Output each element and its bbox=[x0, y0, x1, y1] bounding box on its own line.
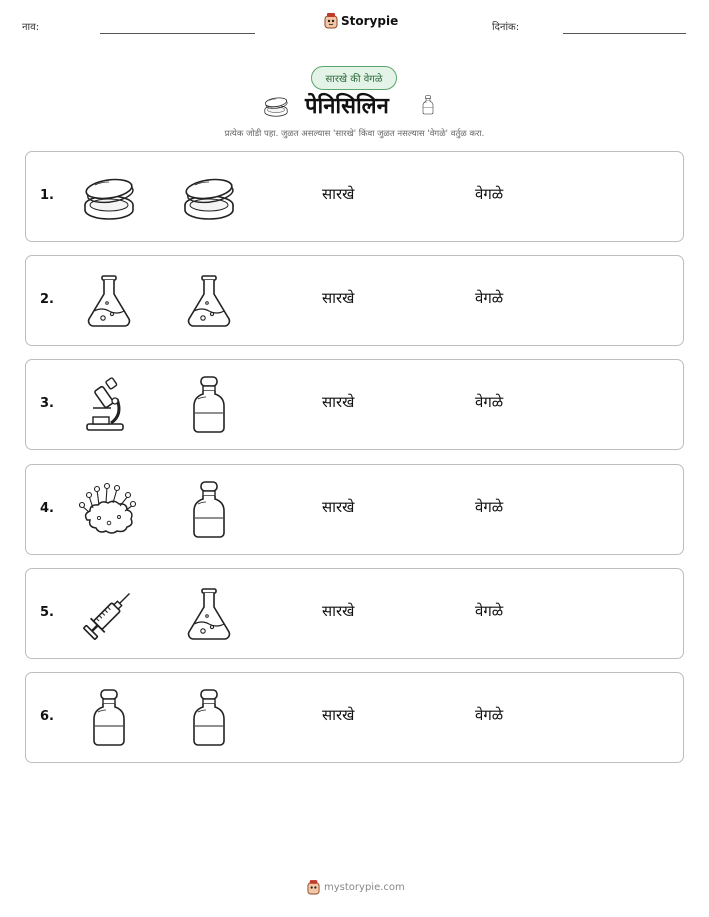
question-number: 2. bbox=[40, 292, 54, 307]
page-title: पेनिसिलिन bbox=[305, 94, 389, 119]
different-option[interactable]: वेगळे bbox=[475, 498, 504, 516]
bottle-icon bbox=[79, 688, 139, 748]
mold-icon bbox=[79, 480, 139, 540]
same-option[interactable]: सारखे bbox=[322, 393, 355, 411]
question-row bbox=[25, 359, 684, 450]
bottle-icon bbox=[420, 90, 446, 120]
microscope-icon bbox=[79, 375, 139, 435]
same-option[interactable]: सारखे bbox=[322, 602, 355, 620]
instructions: प्रत्येक जोडी पहा. जुळत असल्यास 'सारखे' किंवा जुळत नसल्यास 'वेगळे' वर्तुळ करा. bbox=[224, 129, 485, 139]
same-option[interactable]: सारखे bbox=[322, 185, 355, 203]
bottle-icon bbox=[179, 375, 239, 435]
question-number: 5. bbox=[40, 605, 54, 620]
flask-icon bbox=[179, 271, 239, 331]
question-row bbox=[25, 568, 684, 659]
petri-dish-icon bbox=[79, 167, 139, 227]
question-number: 4. bbox=[40, 501, 54, 516]
footer-url: mystorypie.com bbox=[324, 882, 405, 893]
petri-dish-icon bbox=[262, 92, 290, 120]
name-label: नाव: bbox=[22, 22, 40, 33]
question-row bbox=[25, 464, 684, 555]
same-option[interactable]: सारखे bbox=[322, 498, 355, 516]
petri-dish-icon bbox=[179, 167, 239, 227]
question-number: 6. bbox=[40, 709, 54, 724]
question-row bbox=[25, 151, 684, 242]
storypie-logo bbox=[324, 13, 398, 29]
different-option[interactable]: वेगळे bbox=[475, 602, 504, 620]
question-number: 1. bbox=[40, 188, 54, 203]
same-option[interactable]: सारखे bbox=[322, 289, 355, 307]
date-label: दिनांक: bbox=[492, 22, 520, 33]
flask-icon bbox=[179, 584, 239, 644]
syringe-icon bbox=[79, 584, 139, 644]
storypie-mascot-icon bbox=[307, 880, 320, 895]
question-row bbox=[25, 672, 684, 763]
brand-name: Storypie bbox=[341, 14, 399, 28]
same-option[interactable]: सारखे bbox=[322, 706, 355, 724]
question-number: 3. bbox=[40, 396, 54, 411]
different-option[interactable]: वेगळे bbox=[475, 393, 504, 411]
bottle-icon bbox=[179, 480, 239, 540]
different-option[interactable]: वेगळे bbox=[475, 706, 504, 724]
different-option[interactable]: वेगळे bbox=[475, 185, 504, 203]
flask-icon bbox=[79, 271, 139, 331]
worksheet-type-badge: सारखे की वेगळे bbox=[311, 66, 397, 90]
date-line[interactable] bbox=[563, 33, 686, 34]
bottle-icon bbox=[179, 688, 239, 748]
footer bbox=[307, 880, 405, 895]
storypie-mascot-icon bbox=[324, 13, 338, 29]
question-row bbox=[25, 255, 684, 346]
different-option[interactable]: वेगळे bbox=[475, 289, 504, 307]
name-line[interactable] bbox=[100, 33, 255, 34]
